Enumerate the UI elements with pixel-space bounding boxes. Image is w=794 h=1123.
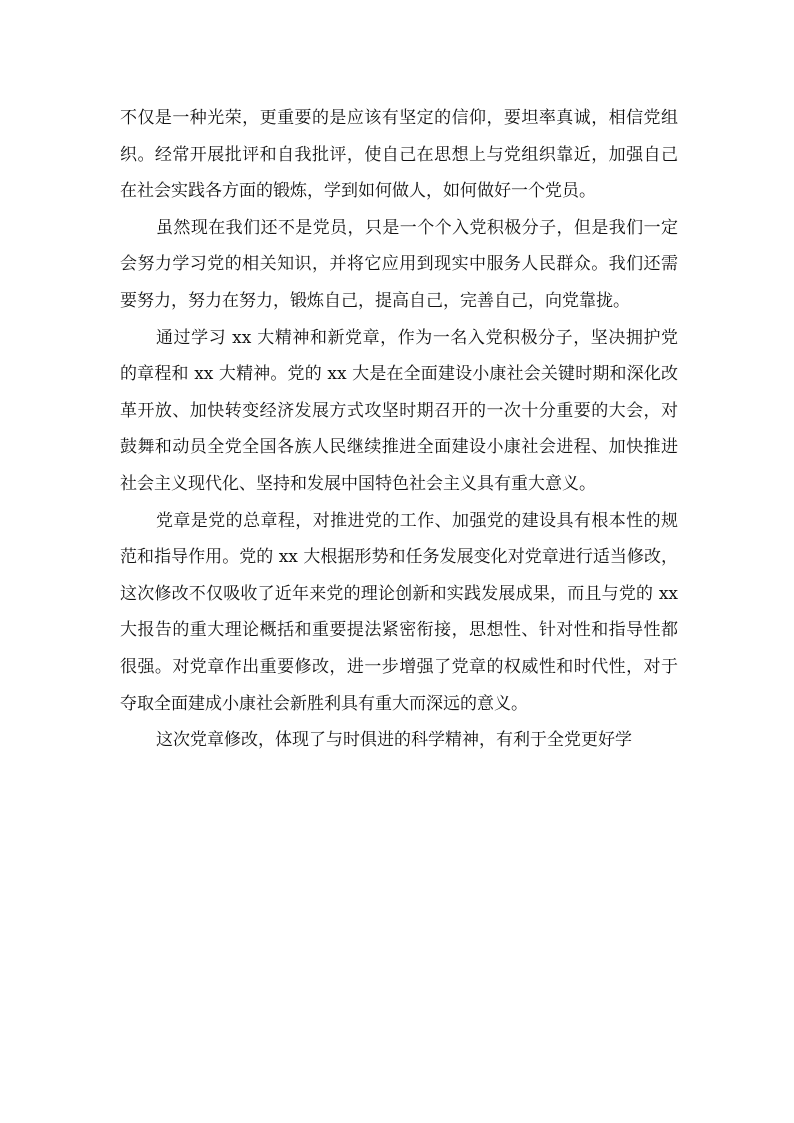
paragraph-3: 通过学习 xx 大精神和新党章，作为一名入党积极分子，坚决拥护党的章程和 xx 大精神。党的 xx 大是在全面建设小康社会关键时期和深化改革开放、加快转变经济发展方式攻坚时期召开的一次十分重要的大会，对鼓舞和动员全党全国各族人民继续推进全面建设小康社会进程、加快推进社会主义现代化、坚持和发展中国特色社会主义具有重大意义。 xyxy=(120,327,678,494)
paragraph-2: 虽然现在我们还不是党员，只是一个个入党积极分子，但是我们一定会努力学习党的相关知识，并将它应用到现实中服务人民群众。我们还需要努力，努力在努力，锻炼自己，提高自己，完善自己，向党靠拢。 xyxy=(120,217,678,311)
paragraph-1: 不仅是一种光荣，更重要的是应该有坚定的信仰，要坦率真诚，相信党组织。经常开展批评和自我批评，使自己在思想上与党组织靠近，加强自己在社会实践各方面的锻炼，学到如何做人，如何做好一个党员。 xyxy=(120,108,678,202)
paragraph-5: 这次党章修改，体现了与时俱进的科学精神，有利于全党更好学 xyxy=(156,730,632,751)
document-body xyxy=(120,100,678,759)
paragraph-4: 党章是党的总章程，对推进党的工作、加强党的建设具有根本性的规范和指导作用。党的 xx 大根据形势和任务发展变化对党章进行适当修改，这次修改不仅吸收了近年来党的理论创新和实践发展成果，而且与党的 xx 大报告的重大理论概括和重要提法紧密衔接，思想性、针对性和指导性都很强。对党章作出重要修改，进一步增强了党章的权威性和时代性，对于夺取全面建成小康社会新胜利具有重大而深远的意义。 xyxy=(120,510,678,714)
